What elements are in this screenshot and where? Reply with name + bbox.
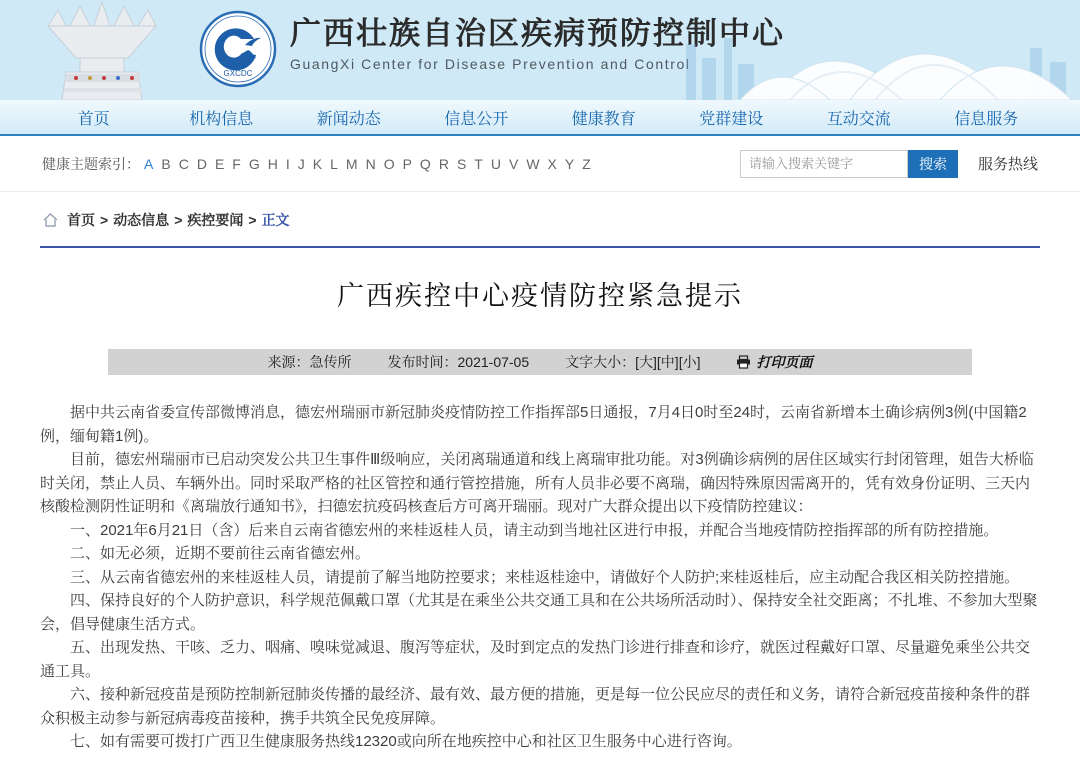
printer-icon xyxy=(736,355,751,369)
index-letter-G[interactable]: G xyxy=(248,155,260,172)
site-header xyxy=(0,0,1080,100)
breadcrumb-item-2[interactable]: 动态信息 xyxy=(113,212,170,228)
search-button[interactable]: 搜索 xyxy=(908,150,958,178)
article-paragraph-8: 六、接种新冠疫苗是预防控制新冠肺炎传播的最经济、最有效、最方便的措施，更是每一位公民应尽的责任和义务，请符合新冠疫苗接种条件的群众积极主动参与新冠病毒疫苗接种，携手共筑全民免疫屏障。 xyxy=(40,686,1031,727)
index-letter-J[interactable]: J xyxy=(297,155,305,172)
print-page-label: 打印页面 xyxy=(756,354,813,370)
breadcrumb xyxy=(0,192,1080,240)
index-letter-A[interactable]: A xyxy=(144,155,154,172)
article-source: 来源：急传所 xyxy=(267,354,352,370)
main-nav xyxy=(0,100,1080,136)
article-paragraph-4: 二、如无必须，近期不要前往云南省德宏州。 xyxy=(70,545,371,562)
index-letter-T[interactable]: T xyxy=(474,155,483,172)
index-letter-P[interactable]: P xyxy=(402,155,412,172)
index-letter-M[interactable]: M xyxy=(345,155,358,172)
font-size-option-3[interactable]: [小] xyxy=(678,354,701,370)
index-label: 健康主题索引： xyxy=(42,155,140,172)
building-image xyxy=(680,14,1080,100)
nav-item-5[interactable]: 健康教育 xyxy=(571,110,636,128)
title-divider xyxy=(40,246,1040,248)
article-paragraph-7: 五、出现发热、干咳、乏力、咽痛、嗅味觉减退、腹泻等症状，及时到定点的发热门诊进行排查和诊疗，就医过程戴好口罩、尽量避免乘坐公共交通工具。 xyxy=(40,639,1031,680)
breadcrumb-item-3[interactable]: 疾控要闻 xyxy=(187,212,244,228)
index-letter-B[interactable]: B xyxy=(161,155,171,172)
breadcrumb-separator: > xyxy=(248,212,257,228)
site-title: 广西壮族自治区疾病预防控制中心 xyxy=(290,16,785,51)
letter-index xyxy=(140,156,595,172)
article-paragraph-1: 据中共云南省委宣传部微博消息，德宏州瑞丽市新冠肺炎疫情防控工作指挥部5日通报，7月4日0时至24时，云南省新增本土确诊病例3例(中国籍2例，缅甸籍1例)。 xyxy=(40,404,1027,445)
search-input[interactable] xyxy=(740,150,908,178)
service-hotline-link[interactable]: 服务热线 xyxy=(977,156,1038,173)
article-meta-bar xyxy=(108,349,972,375)
index-letter-S[interactable]: S xyxy=(456,155,467,172)
nav-item-6[interactable]: 党群建设 xyxy=(699,110,764,128)
index-letter-K[interactable]: K xyxy=(312,155,323,172)
index-letter-D[interactable]: D xyxy=(196,155,207,172)
breadcrumb-separator: > xyxy=(100,212,109,228)
site-subtitle: GuangXi Center for Disease Prevention and Control xyxy=(290,56,691,72)
index-letter-O[interactable]: O xyxy=(383,155,395,172)
nav-item-8[interactable]: 信息服务 xyxy=(954,110,1019,128)
index-letter-V[interactable]: V xyxy=(508,155,519,172)
index-letter-C[interactable]: C xyxy=(178,155,189,172)
index-letter-Z[interactable]: Z xyxy=(582,155,591,172)
font-size-label: 文字大小： xyxy=(565,354,636,370)
font-size-options xyxy=(635,352,700,372)
index-letter-Y[interactable]: Y xyxy=(564,155,575,172)
article-paragraph-6: 四、保持良好的个人防护意识，科学规范佩戴口罩（尤其是在乘坐公共交通工具和在公共场所活动时）、保持安全社交距离；不扎堆、不参加大型聚会，倡导健康生活方式。 xyxy=(40,592,1038,633)
index-letter-E[interactable]: E xyxy=(214,155,225,172)
index-letter-U[interactable]: U xyxy=(490,155,501,172)
home-icon xyxy=(42,212,59,228)
article-paragraph-5: 三、从云南省德宏州的来桂返桂人员，请提前了解当地防控要求；来桂返桂途中，请做好个人防护;来桂返桂后，应主动配合我区相关防控措施。 xyxy=(70,568,1020,586)
nav-item-7[interactable]: 互动交流 xyxy=(826,110,891,128)
article-paragraph-2: 目前，德宏州瑞丽市已启动突发公共卫生事件Ⅲ级响应，关闭离瑞通道和线上离瑞审批功能。对3例确诊病例的居住区域实行封闭管理，姐告大桥临时关闭，禁止人员、车辆外出。同时采取严格的社区管控和通行管控措施，所有人员非必要不离瑞，确因特殊原因需离开的，凭有效身份证明、三天内核酸检测阴性证明和《离瑞放行通知书》，扫德宏抗疫码核查后方可离开瑞丽。现对广大群众提出以下疫情防控建议： xyxy=(40,451,1034,515)
index-letter-W[interactable]: W xyxy=(526,155,540,172)
index-letter-Q[interactable]: Q xyxy=(419,155,431,172)
index-letter-L[interactable]: L xyxy=(330,155,338,172)
article-body xyxy=(0,375,1080,754)
font-size-option-1[interactable]: [大] xyxy=(635,354,657,370)
breadcrumb-item-4[interactable]: 正文 xyxy=(261,212,290,228)
font-size-option-2[interactable]: [中] xyxy=(656,354,679,370)
print-page-button[interactable] xyxy=(736,352,812,372)
search-group xyxy=(740,150,1038,178)
index-search-bar xyxy=(0,136,1080,192)
index-letter-I[interactable]: I xyxy=(285,155,290,172)
publish-time: 发布时间：2021-07-05 xyxy=(387,354,530,370)
article-paragraph-9: 七、如有需要可拨打广西卫生健康服务热线12320或向所在地疾控中心和社区卫生服务中心进行咨询。 xyxy=(70,733,742,750)
font-size-control xyxy=(565,352,700,372)
breadcrumb-item-1[interactable]: 首页 xyxy=(67,212,95,228)
nav-item-4[interactable]: 信息公开 xyxy=(444,110,509,128)
nav-item-1[interactable]: 首页 xyxy=(77,110,110,128)
article-title: 广西疾控中心疫情防控紧急提示 xyxy=(337,281,743,311)
index-letter-H[interactable]: H xyxy=(267,155,278,172)
article-paragraph-3: 一、2021年6月21日（含）后来自云南省德宏州的来桂返桂人员，请主动到当地社区进行申报，并配合当地疫情防控指挥部的所有防控措施。 xyxy=(70,521,999,539)
nav-item-2[interactable]: 机构信息 xyxy=(189,110,254,128)
tower-image xyxy=(8,0,188,100)
breadcrumb-separator: > xyxy=(174,212,183,228)
svg-text:GXCDC: GXCDC xyxy=(223,69,253,78)
nav-item-3[interactable]: 新闻动态 xyxy=(316,110,381,128)
index-letter-F[interactable]: F xyxy=(232,155,241,172)
index-letter-R[interactable]: R xyxy=(438,155,449,172)
index-letter-N[interactable]: N xyxy=(365,155,376,172)
index-letter-X[interactable]: X xyxy=(547,155,557,172)
site-logo xyxy=(198,9,278,89)
